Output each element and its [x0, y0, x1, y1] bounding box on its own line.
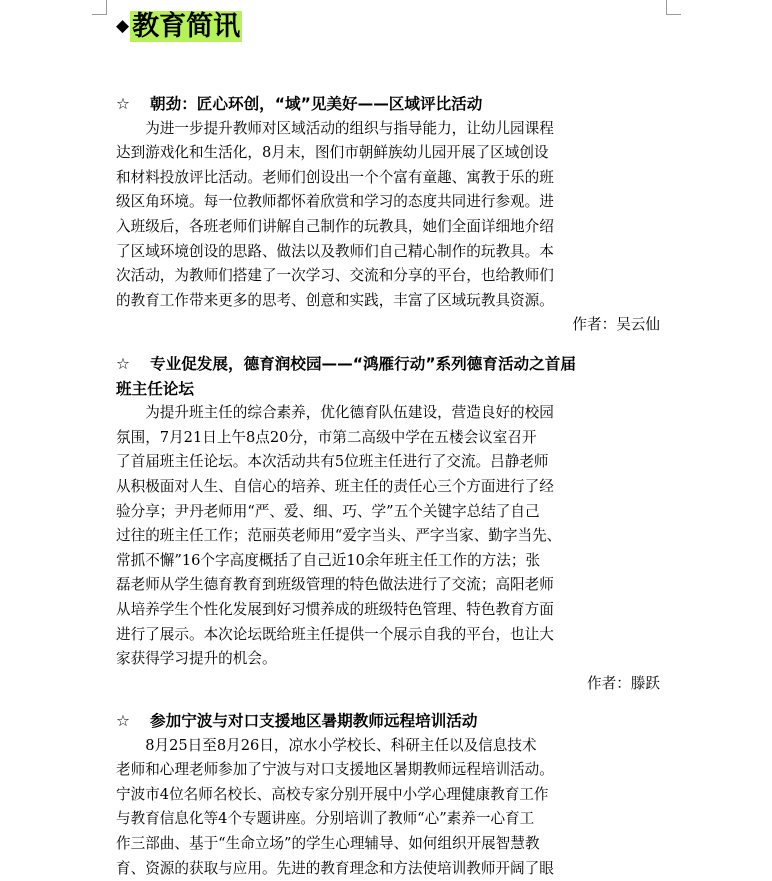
body-line: 常抓不懈”16个字高度概括了自己近10余年班主任工作的方法；张: [116, 551, 541, 569]
title-diamond-icon: ◆: [116, 16, 130, 36]
body-line: 了首届班主任论坛。本次活动共有5位班主任进行了交流。吕静老师: [116, 453, 549, 471]
star-bullet-icon: ☆: [116, 712, 130, 730]
body-line: 家获得学习提升的机会。: [116, 650, 277, 668]
page-corner-mark-right: [666, 0, 681, 15]
body-line: 了区域环境创设的思路、做法以及教师们自己精心制作的玩教具。本: [116, 242, 554, 260]
body-line: 次活动，为教师们搭建了一次学习、交流和分享的平台，也给教师们: [116, 267, 554, 285]
body-line: 为提升班主任的综合素养，优化德育队伍建设，营造良好的校园: [116, 404, 554, 422]
body-line: 宁波市4位名师名校长、高校专家分别开展中小学心理健康教育工作: [116, 785, 549, 803]
body-line: 老师和心理老师参加了宁波与对口支援地区暑期教师远程培训活动。: [116, 761, 554, 779]
body-line: 级区角环境。每一位教师都怀着欣赏和学习的态度共同进行参观。进: [116, 193, 554, 211]
article-headline-line: 专业促发展，德育润校园——“鸿雁行动”系列德育活动之首届: [150, 355, 576, 373]
body-line: 8月25日至8月26日，凉水小学校长、科研主任以及信息技术: [116, 736, 537, 754]
star-bullet-icon: ☆: [116, 355, 130, 373]
news-article-3: [116, 709, 664, 881]
body-line: 达到游戏化和生活化，8月末，图们市朝鲜族幼儿园开展了区域创设: [116, 144, 549, 162]
body-line: 为进一步提升教师对区域活动的组织与指导能力，让幼儿园课程: [116, 119, 554, 137]
page-corner-mark-left: [92, 0, 107, 15]
body-line: 与教育信息化等4个专题讲座。分别培训了教师“心”素养一心育工: [116, 810, 535, 828]
body-line: 育、资源的获取与应用。先进的教育理念和方法使培训教师开阔了眼: [116, 859, 554, 877]
article-headline-line: 参加宁波与对口支援地区暑期教师远程培训活动: [150, 712, 478, 730]
article-headline: [116, 352, 664, 377]
page-title: [116, 6, 242, 46]
article-headline: [116, 92, 664, 117]
body-line: 和材料投放评比活动。老师们创设出一个个富有童趣、寓教于乐的班: [116, 168, 554, 186]
star-bullet-icon: ☆: [116, 95, 130, 113]
page-title-text: 教育简讯: [132, 11, 241, 42]
body-line: 的教育工作带来更多的思考、创意和实践，丰富了区域玩教具资源。: [116, 291, 554, 309]
article-headline-continued: [116, 377, 664, 402]
body-line: 氛围，7月21日上午8点20分，市第二高级中学在五楼会议室召开: [116, 428, 537, 446]
body-line: 过往的班主任工作；范丽英老师用“爱字当头、严字当家、勤字当先、: [116, 527, 562, 545]
article-author: 作者：吴云仙: [572, 316, 660, 334]
body-line: 磊老师从学生德育教育到班级管理的特色做法进行了交流；高阳老师: [116, 576, 554, 594]
body-line: 作三部曲、基于“生命立场”的学生心理辅导、如何组织开展智慧教: [116, 834, 540, 852]
article-headline-line: 朝劲：匠心环创，“域”见美好——区域评比活动: [150, 95, 483, 113]
body-line: 从培养学生个性化发展到好习惯养成的班级特色管理、特色教育方面: [116, 600, 554, 618]
body-line: 进行了展示。本次论坛既给班主任提供一个展示自我的平台，也让大: [116, 625, 554, 643]
news-article-2: [116, 352, 664, 696]
article-author: 作者：滕跃: [587, 674, 660, 692]
article-headline: [116, 709, 664, 734]
body-line: 从积极面对人生、自信心的培养、班主任的责任心三个方面进行了经: [116, 477, 554, 495]
news-article-1: [116, 92, 664, 338]
article-headline-line: 班主任论坛: [116, 379, 194, 398]
body-line: 入班级后，各班老师们讲解自己制作的玩教具，她们全面详细地介绍: [116, 217, 554, 235]
body-line: 验分享；尹丹老师用“严、爱、细、巧、学”五个关键字总结了自己: [116, 502, 540, 520]
